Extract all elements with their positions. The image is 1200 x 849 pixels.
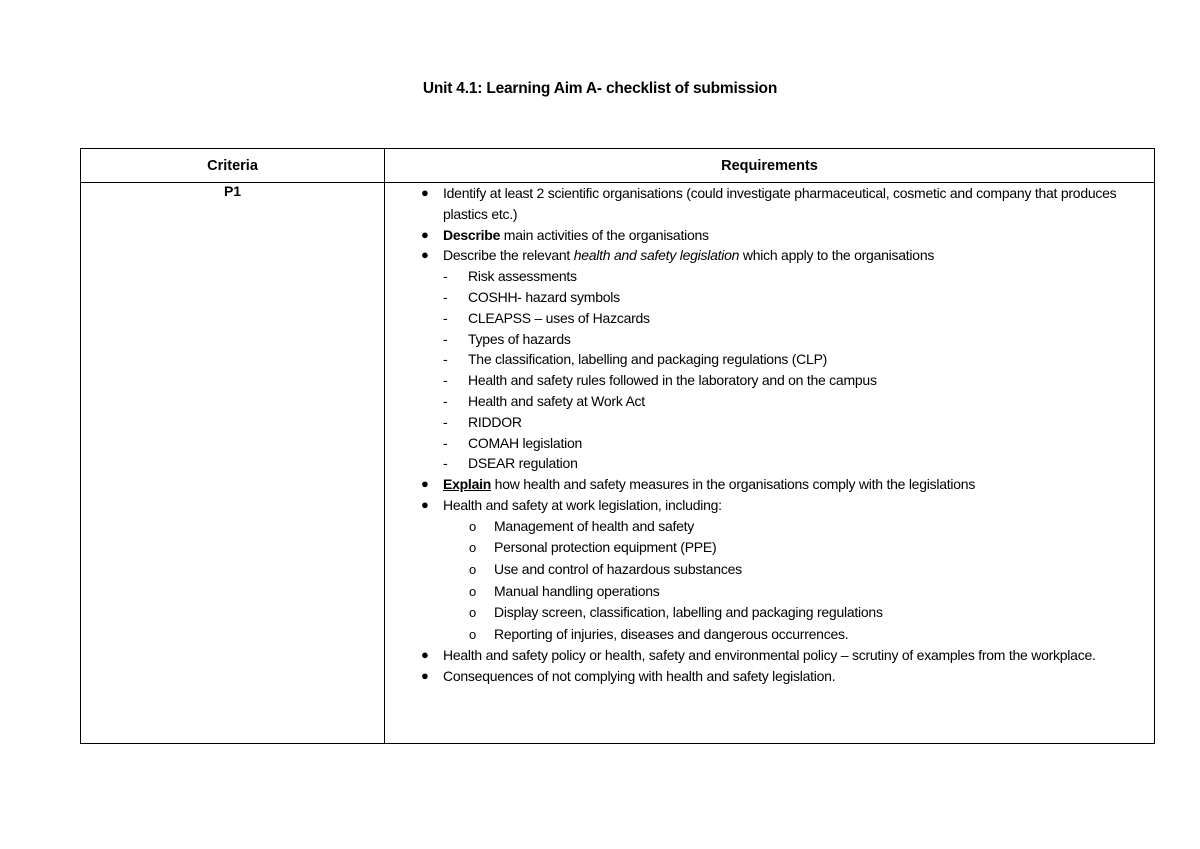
bullet-icon: ●	[421, 647, 429, 663]
dash-icon: -	[443, 351, 448, 368]
requirement-item	[385, 225, 1154, 246]
bullet-icon: ●	[421, 476, 429, 492]
list-item-text: CLEAPSS – uses of Hazcards	[468, 309, 650, 326]
requirements-cell	[385, 183, 1155, 744]
list-item	[385, 329, 1154, 350]
list-item-text: Types of hazards	[468, 330, 571, 347]
criteria-header: Criteria	[81, 149, 385, 183]
dash-sublist-container	[385, 266, 1154, 474]
table-header-row	[81, 149, 1155, 183]
list-item	[385, 412, 1154, 433]
circle-sublist	[385, 516, 1154, 646]
dash-icon: -	[443, 330, 448, 347]
keyword-describe: Describe	[443, 226, 501, 243]
list-item	[385, 537, 1154, 559]
list-item-text: Reporting of injuries, diseases and dangerous occurrences.	[494, 625, 849, 642]
circle-bullet-icon: o	[469, 561, 476, 577]
list-item	[385, 602, 1154, 624]
list-item	[385, 581, 1154, 603]
list-item-text: Risk assessments	[468, 268, 577, 285]
dash-icon: -	[443, 372, 448, 389]
dash-icon: -	[443, 309, 448, 326]
list-item	[385, 308, 1154, 329]
table-row	[81, 183, 1155, 744]
requirement-text: Identify at least 2 scientific organisations (could investigate pharmaceutical, cosmetic and company that produces plastics etc.)	[443, 185, 1117, 222]
circle-bullet-icon: o	[469, 605, 476, 621]
dash-icon: -	[443, 288, 448, 305]
requirements-header: Requirements	[385, 149, 1155, 183]
requirement-item	[385, 474, 1154, 495]
requirement-item	[385, 645, 1154, 666]
bullet-icon: ●	[421, 226, 429, 242]
bullet-icon: ●	[421, 185, 429, 200]
dash-icon: -	[443, 413, 448, 430]
circle-bullet-icon: o	[469, 583, 476, 599]
requirement-text: Describe the relevant	[443, 247, 574, 264]
requirement-text: Health and safety policy or health, safety and environmental policy – scrutiny of examples from the workplace.	[443, 647, 1096, 664]
dash-sublist	[385, 266, 1154, 474]
criteria-cell: P1	[81, 183, 385, 744]
list-item-text: Management of health and safety	[494, 517, 695, 534]
list-item-text: Display screen, classification, labelling and packaging regulations	[494, 604, 883, 621]
emphasis-text: health and safety legislation	[573, 247, 740, 264]
list-item-text: Use and control of hazardous substances	[494, 560, 742, 577]
requirement-text: which apply to the organisations	[739, 247, 935, 264]
list-item	[385, 266, 1154, 287]
dash-icon: -	[443, 455, 448, 472]
page-title: Unit 4.1: Learning Aim A- checklist of submission	[422, 80, 778, 97]
list-item	[385, 559, 1154, 581]
circle-bullet-icon: o	[469, 626, 476, 642]
keyword-explain: Explain	[443, 476, 492, 493]
list-item	[385, 516, 1154, 538]
list-item-text: DSEAR regulation	[468, 455, 578, 472]
list-item-text: The classification, labelling and packaging regulations (CLP)	[468, 351, 828, 368]
list-item	[385, 349, 1154, 370]
list-item-text: COSHH- hazard symbols	[468, 288, 620, 305]
list-item	[385, 453, 1154, 474]
requirement-item	[385, 666, 1154, 687]
dash-icon: -	[443, 392, 448, 409]
list-item	[385, 391, 1154, 412]
dash-icon: -	[443, 434, 448, 451]
bullet-icon: ●	[421, 668, 429, 684]
circle-bullet-icon: o	[469, 540, 476, 556]
list-item-text: Personal protection equipment (PPE)	[494, 539, 717, 556]
checklist-table	[80, 148, 1155, 744]
requirement-item	[385, 245, 1154, 266]
list-item-text: Manual handling operations	[494, 582, 660, 599]
list-item-text: RIDDOR	[468, 413, 522, 430]
list-item-text: COMAH legislation	[468, 434, 583, 451]
bullet-icon: ●	[421, 496, 429, 512]
requirement-item	[385, 495, 1154, 516]
list-item	[385, 624, 1154, 646]
requirements-list	[385, 183, 1154, 687]
requirement-text: Consequences of not complying with health and safety legislation.	[443, 668, 836, 685]
list-item	[385, 433, 1154, 454]
list-item-text: Health and safety at Work Act	[468, 392, 645, 409]
circle-sublist-container	[385, 516, 1154, 646]
requirement-text: Health and safety at work legislation, including:	[443, 496, 722, 513]
list-item	[385, 370, 1154, 391]
circle-bullet-icon: o	[469, 518, 476, 534]
requirement-item	[385, 183, 1154, 225]
list-item	[385, 287, 1154, 308]
bullet-icon: ●	[421, 247, 429, 263]
list-item-text: Health and safety rules followed in the laboratory and on the campus	[468, 372, 877, 389]
requirement-text: how health and safety measures in the organisations comply with the legislations	[491, 476, 976, 493]
requirement-text: main activities of the organisations	[500, 226, 709, 243]
dash-icon: -	[443, 268, 448, 285]
